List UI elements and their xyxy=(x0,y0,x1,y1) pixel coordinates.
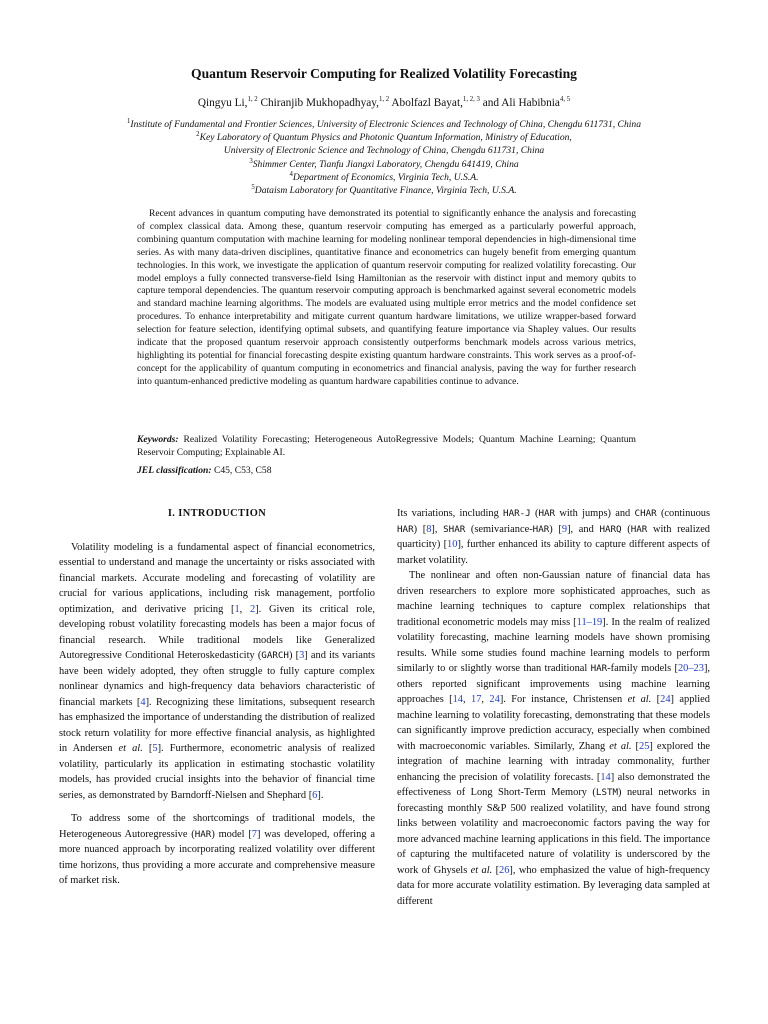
model-acronym: HAR xyxy=(538,508,556,519)
model-acronym: HAR-J xyxy=(503,508,531,519)
paragraph-text: ) [ xyxy=(413,523,427,535)
citation-link[interactable]: 5 xyxy=(152,743,158,754)
paragraph-text: To address some of the shortcomings of traditional models, the Heterogeneous Autoregressive ( xyxy=(59,813,375,840)
paragraph-text: , xyxy=(239,603,250,615)
paragraph-text: ] was developed, offering a more nuanced approach by incorporating realized volatility over different time horizons, thus providing a more accurate and comprehensive measure of market risk. xyxy=(59,828,375,886)
paragraph-text: Its variations, including xyxy=(397,508,504,519)
paragraph-text: ] applied machine learning to volatility forecasting, demonstrating that these models can significantly improve prediction accuracy, especially when combined with macroeconomic variables. Similarly, Zhang xyxy=(397,694,710,752)
intro-paragraph-2 xyxy=(59,811,375,889)
author: Abolfazl Bayat,$^{1, 2, 3}$ xyxy=(389,96,480,109)
model-acronym: HAR xyxy=(630,523,648,535)
paragraph-text: ) [ xyxy=(288,650,300,661)
paragraph-text: with realized quarticity) [ xyxy=(397,523,710,550)
paragraph-text: ( xyxy=(530,508,539,519)
citation-link[interactable]: 26 xyxy=(499,864,510,876)
model-acronym: HAR xyxy=(532,523,550,535)
citation-link[interactable]: 14 xyxy=(452,694,463,705)
italic-text: et al. xyxy=(118,743,143,754)
citation-link[interactable]: 2 xyxy=(250,603,256,615)
paragraph-text: ], and xyxy=(567,523,600,535)
citation-link[interactable]: 24 xyxy=(660,694,671,705)
author: Chiranjib Mukhopadhyay,$^{1, 2}$ xyxy=(257,96,390,109)
paragraph-text: ]. In the realm of realized volatility forecasting, machine learning models have shown promising results. While some studies found machine learning models to perform similarly to or slightly worse than traditional xyxy=(397,616,710,674)
citation-link[interactable]: 14 xyxy=(600,771,611,783)
paragraph-text: with jumps) and xyxy=(555,508,635,519)
intro-paragraph-4 xyxy=(397,568,710,909)
citation-link[interactable]: 20–23 xyxy=(677,663,704,674)
paragraph-text: ] also demonstrated the effectiveness of Long Short-Term Memory ( xyxy=(397,771,710,798)
model-acronym: HAR xyxy=(590,663,608,674)
paragraph-text: ( xyxy=(621,523,631,535)
citation-link[interactable]: 17 xyxy=(471,694,482,705)
affiliation: $^5$Dataism Laboratory for Quantitative Finance, Virginia Tech, U.S.A. xyxy=(251,183,517,197)
right-column xyxy=(397,506,710,909)
citation-link[interactable]: 1 xyxy=(234,603,240,615)
paragraph-text: ]. For instance, Christensen xyxy=(499,694,628,705)
jel-codes: C45, C53, C58 xyxy=(213,465,272,476)
keywords-text: Realized Volatility Forecasting; Heterogeneous AutoRegressive Models; Quantum Machine Learning; Quantum Reservoir Computing; Explainable AI. xyxy=(137,434,636,458)
paragraph-text: ], further enhanced its ability to capture different aspects of market volatility. xyxy=(397,539,710,566)
affiliation: $^2$Key Laboratory of Quantum Physics and Photonic Quantum Information, Ministry of Education, xyxy=(196,131,572,144)
paragraph-text: The nonlinear and often non-Gaussian nature of financial data has driven researchers to explore more sophisticated approaches, such as machine learning techniques to capture complex relationships that traditional econometric models may miss [ xyxy=(397,570,710,628)
citation-link[interactable]: 8 xyxy=(426,523,432,535)
paragraph-text: [ xyxy=(651,694,661,705)
paragraph-text: [ xyxy=(631,740,640,752)
citation-link[interactable]: 6 xyxy=(312,789,318,801)
paragraph-text: ], xyxy=(431,523,444,535)
citation-link[interactable]: 3 xyxy=(299,650,305,661)
paragraph-text: Volatility modeling is a fundamental aspect of financial econometrics, essential to understand and manage the uncertainty or risks associated with financial markets. Accurate modeling and forecasting of volatility are crucial for various applications, including risk management, portfolio optimization, and derivative pricing [ xyxy=(59,541,375,615)
paragraph-text: ]. Furthermore, econometric analysis of realized volatility, particularly its application in estimating stochastic volatility models, has provided crucial insights into the behavior of financial time series, as demonstrated by Barndorff-Nielsen and Shephard [ xyxy=(59,743,375,801)
model-acronym: SHAR xyxy=(443,523,466,535)
model-acronym: HARQ xyxy=(599,523,622,535)
paragraph-text: (semivariance- xyxy=(465,523,533,535)
abstract: Recent advances in quantum computing have demonstrated its potential to significantly enhance the analysis and forecasting of complex classical data. Among these, quantum reservoir computing has emerged as a particularly powerful approach, combining quantum computation with machine learning for modeling nonlinear temporal dependencies in high-dimensional time series. As with many data-driven disciplines, quantitative finance and econometrics can hugely benefit from emerging quantum technologies. In this work, we investigate the application of quantum reservoir computing for realized volatility forecasting. Our model employs a fully connected transverse-field Ising Hamiltonian as the reservoir with distinct input and memory qubits to capture temporal dependencies. The quantum reservoir computing approach is benchmarked against several econometric models and standard machine learning algorithms. The models are evaluated using multiple error metrics and the model confidence set procedures. To enhance interpretability and mitigate current quantum hardware limitations, we utilize wrapper-based forward selection for feature selection, identifying optimal subsets, and quantifying feature importance via Shapley values. Our results indicate that the proposed quantum reservoir approach consistently outperforms benchmark models across various metrics, highlighting its potential for financial forecasting despite existing quantum hardware constraints. This work serves as a proof-of-concept for the applicability of quantum computing in econometrics and financial analysis, paving the way for further research into quantum-enhanced predictive modeling as quantum hardware capabilities continue to advance. xyxy=(137,208,636,387)
paragraph-text: ], who emphasized the value of high-frequency data for more accurate volatility estimation. By leveraging data sampled at different xyxy=(397,864,710,907)
paragraph-text: -family models [ xyxy=(607,663,678,674)
jel-label: JEL classification: xyxy=(137,465,212,476)
paragraph-text: [ xyxy=(492,864,500,876)
paragraph-text: , xyxy=(481,694,490,705)
paragraph-text: [ xyxy=(142,743,153,754)
citation-link[interactable]: 24 xyxy=(489,694,500,705)
author: and Ali Habibnia$^{4, 5}$ xyxy=(479,96,571,109)
affiliation: $^4$Department of Economics, Virginia Tech, U.S.A. xyxy=(289,170,479,183)
left-column xyxy=(59,506,375,889)
italic-text: et al. xyxy=(627,694,652,705)
model-acronym: HAR xyxy=(397,523,414,535)
citation-link[interactable]: 11–19 xyxy=(576,616,603,628)
citation-link[interactable]: 25 xyxy=(639,740,650,752)
intro-paragraph-1 xyxy=(59,540,375,804)
paragraph-text: ]. Given its critical role, developing robust volatility forecasting models has been a major focus of financial research. While traditional models like Generalized Autoregressive Conditional Heteroskedasticity ( xyxy=(59,603,375,661)
paragraph-text: ]. xyxy=(317,789,324,801)
citation-link[interactable]: 4 xyxy=(140,696,146,708)
jel-classification xyxy=(137,465,272,476)
author: Qingyu Li,$^{1, 2}$ xyxy=(197,96,258,109)
model-acronym: HAR xyxy=(194,828,212,840)
citation-link[interactable]: 9 xyxy=(561,523,568,535)
author-list xyxy=(0,97,768,109)
citation-link[interactable]: 7 xyxy=(251,828,257,840)
citation-link[interactable]: 10 xyxy=(447,539,458,550)
italic-text: et al. xyxy=(470,864,493,876)
intro-paragraph-3 xyxy=(397,506,710,568)
paragraph-text: ]. Recognizing these limitations, subsequent research has emphasized the importance of understanding the distribution of realized stock return volatility for more effective financial analysis, as highlighted in Andersen xyxy=(59,696,375,754)
model-acronym: LSTM xyxy=(595,787,619,798)
affiliation-list xyxy=(60,118,708,197)
paragraph-text: ) [ xyxy=(549,523,562,535)
paper-title: Quantum Reservoir Computing for Realized Volatility Forecasting xyxy=(191,66,577,81)
affiliation: $^3$Shimmer Center, Tianfu Jiangxi Laboratory, Chengdu 641419, China xyxy=(249,157,519,170)
paragraph-text: ] explored the integration of machine learning with intraday commonality, further enhancing the precision of volatility forecasts. [ xyxy=(397,740,711,783)
model-acronym: GARCH xyxy=(261,650,289,661)
paragraph-text: ) neural networks in forecasting monthly S&P 500 realized volatility, and have found strong links between volatility and macroeconomic factors paving the way for more advanced machine learning applications in this field. The importance of capturing the multifaceted nature of volatility is underscored by the work of Ghysels xyxy=(397,787,711,876)
affiliation: University of Electronic Science and Technology of China, Chengdu 611731, China xyxy=(223,145,545,157)
paragraph-text: (continuous xyxy=(656,508,711,519)
model-acronym: CHAR xyxy=(634,508,657,519)
affiliation: $^1$Institute of Fundamental and Frontier Sciences, University of Electronic Sciences and Technology of China, Chengdu 611731, China xyxy=(126,117,641,130)
paragraph-text: ] and its variants have been widely adopted, they often struggle to fully capture complex nonlinear dynamics and high-frequency data behaviors characteristic of financial markets [ xyxy=(59,650,375,708)
italic-text: et al. xyxy=(609,740,632,752)
paragraph-text: ], others reported significant improvements using machine learning approaches [ xyxy=(397,663,710,705)
keywords-label: Keywords: xyxy=(137,434,179,445)
paragraph-text: , xyxy=(463,694,472,705)
section-heading: I. INTRODUCTION xyxy=(167,508,267,519)
keywords xyxy=(137,433,636,459)
paragraph-text: ) model [ xyxy=(211,828,252,840)
